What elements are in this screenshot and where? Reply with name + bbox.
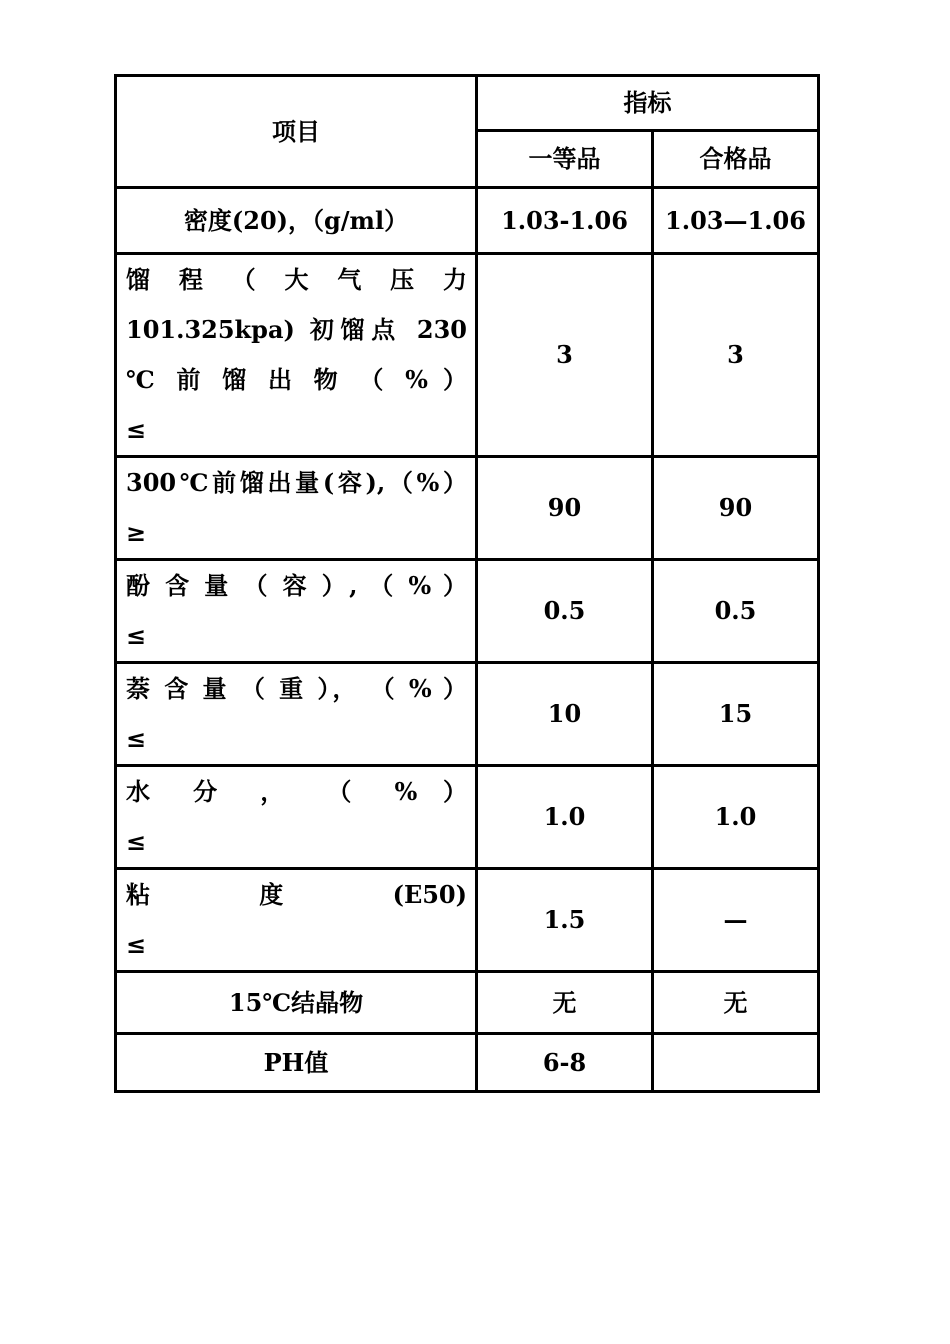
row-grade1: 1.03-1.06 — [477, 188, 653, 254]
row-grade2: 无 — [653, 972, 819, 1034]
row-item-line: 馏 程 （ 大 气 压 力 — [126, 265, 467, 294]
row-item — [116, 188, 477, 254]
row-item-line: 萘 含 量 （ 重 ）， （ % ） — [126, 674, 467, 703]
row-grade2: 15 — [653, 663, 819, 766]
table-row — [116, 188, 819, 254]
row-grade1: 10 — [477, 663, 653, 766]
row-item-line: ≤ — [126, 827, 147, 856]
row-grade2: 3 — [653, 254, 819, 457]
row-grade2: 1.03—1.06 — [653, 188, 819, 254]
row-item — [116, 457, 477, 560]
table-row — [116, 560, 819, 663]
table-row — [116, 457, 819, 560]
row-item — [116, 254, 477, 457]
header-grade1: 一等品 — [477, 131, 653, 188]
table-row — [116, 869, 819, 972]
row-item-line: ≥ — [126, 518, 147, 547]
table-row — [116, 972, 819, 1034]
row-grade1: 无 — [477, 972, 653, 1034]
row-item-line: 酚 含 量 （ 容 ）, （ % ） — [126, 571, 467, 600]
row-grade1: 1.5 — [477, 869, 653, 972]
row-grade2: 90 — [653, 457, 819, 560]
row-grade1: 1.0 — [477, 766, 653, 869]
row-item — [116, 560, 477, 663]
row-item — [116, 869, 477, 972]
row-grade1: 6-8 — [477, 1034, 653, 1092]
table-row — [116, 766, 819, 869]
row-item-line: ≤ — [126, 415, 147, 444]
header-grade2: 合格品 — [653, 131, 819, 188]
header-row-1 — [116, 76, 819, 131]
row-item-line: 300℃前馏出量(容),（%） — [126, 468, 467, 497]
row-grade2: 0.5 — [653, 560, 819, 663]
row-item-line: ≤ — [126, 621, 147, 650]
row-grade2: — — [653, 869, 819, 972]
row-item-line: 15℃结晶物 — [228, 987, 364, 1017]
spec-table — [114, 74, 820, 1093]
row-grade2: 1.0 — [653, 766, 819, 869]
row-item-line: 101.325kpa) 初馏点 230 — [126, 315, 467, 344]
row-item-line: ℃ 前 馏 出 物 （ % ） — [126, 365, 467, 394]
header-item: 项目 — [116, 76, 477, 188]
row-grade1: 0.5 — [477, 560, 653, 663]
table-row — [116, 1034, 819, 1092]
row-item-line: ≤ — [126, 724, 147, 753]
row-item — [116, 766, 477, 869]
row-grade1: 3 — [477, 254, 653, 457]
row-item-line: 粘 度 (E50) — [126, 880, 467, 909]
table-row — [116, 254, 819, 457]
header-index: 指标 — [477, 76, 819, 131]
row-grade1: 90 — [477, 457, 653, 560]
row-item — [116, 972, 477, 1034]
row-item-line: 水 分 ， （ % ） — [126, 777, 467, 806]
row-grade2 — [653, 1034, 819, 1092]
row-item-line: 密度(20)，（g/ml） — [183, 205, 409, 235]
row-item-line: ≤ — [126, 930, 147, 959]
row-item — [116, 663, 477, 766]
row-item — [116, 1034, 477, 1092]
row-item-line: PH值 — [263, 1047, 329, 1077]
table-row — [116, 663, 819, 766]
